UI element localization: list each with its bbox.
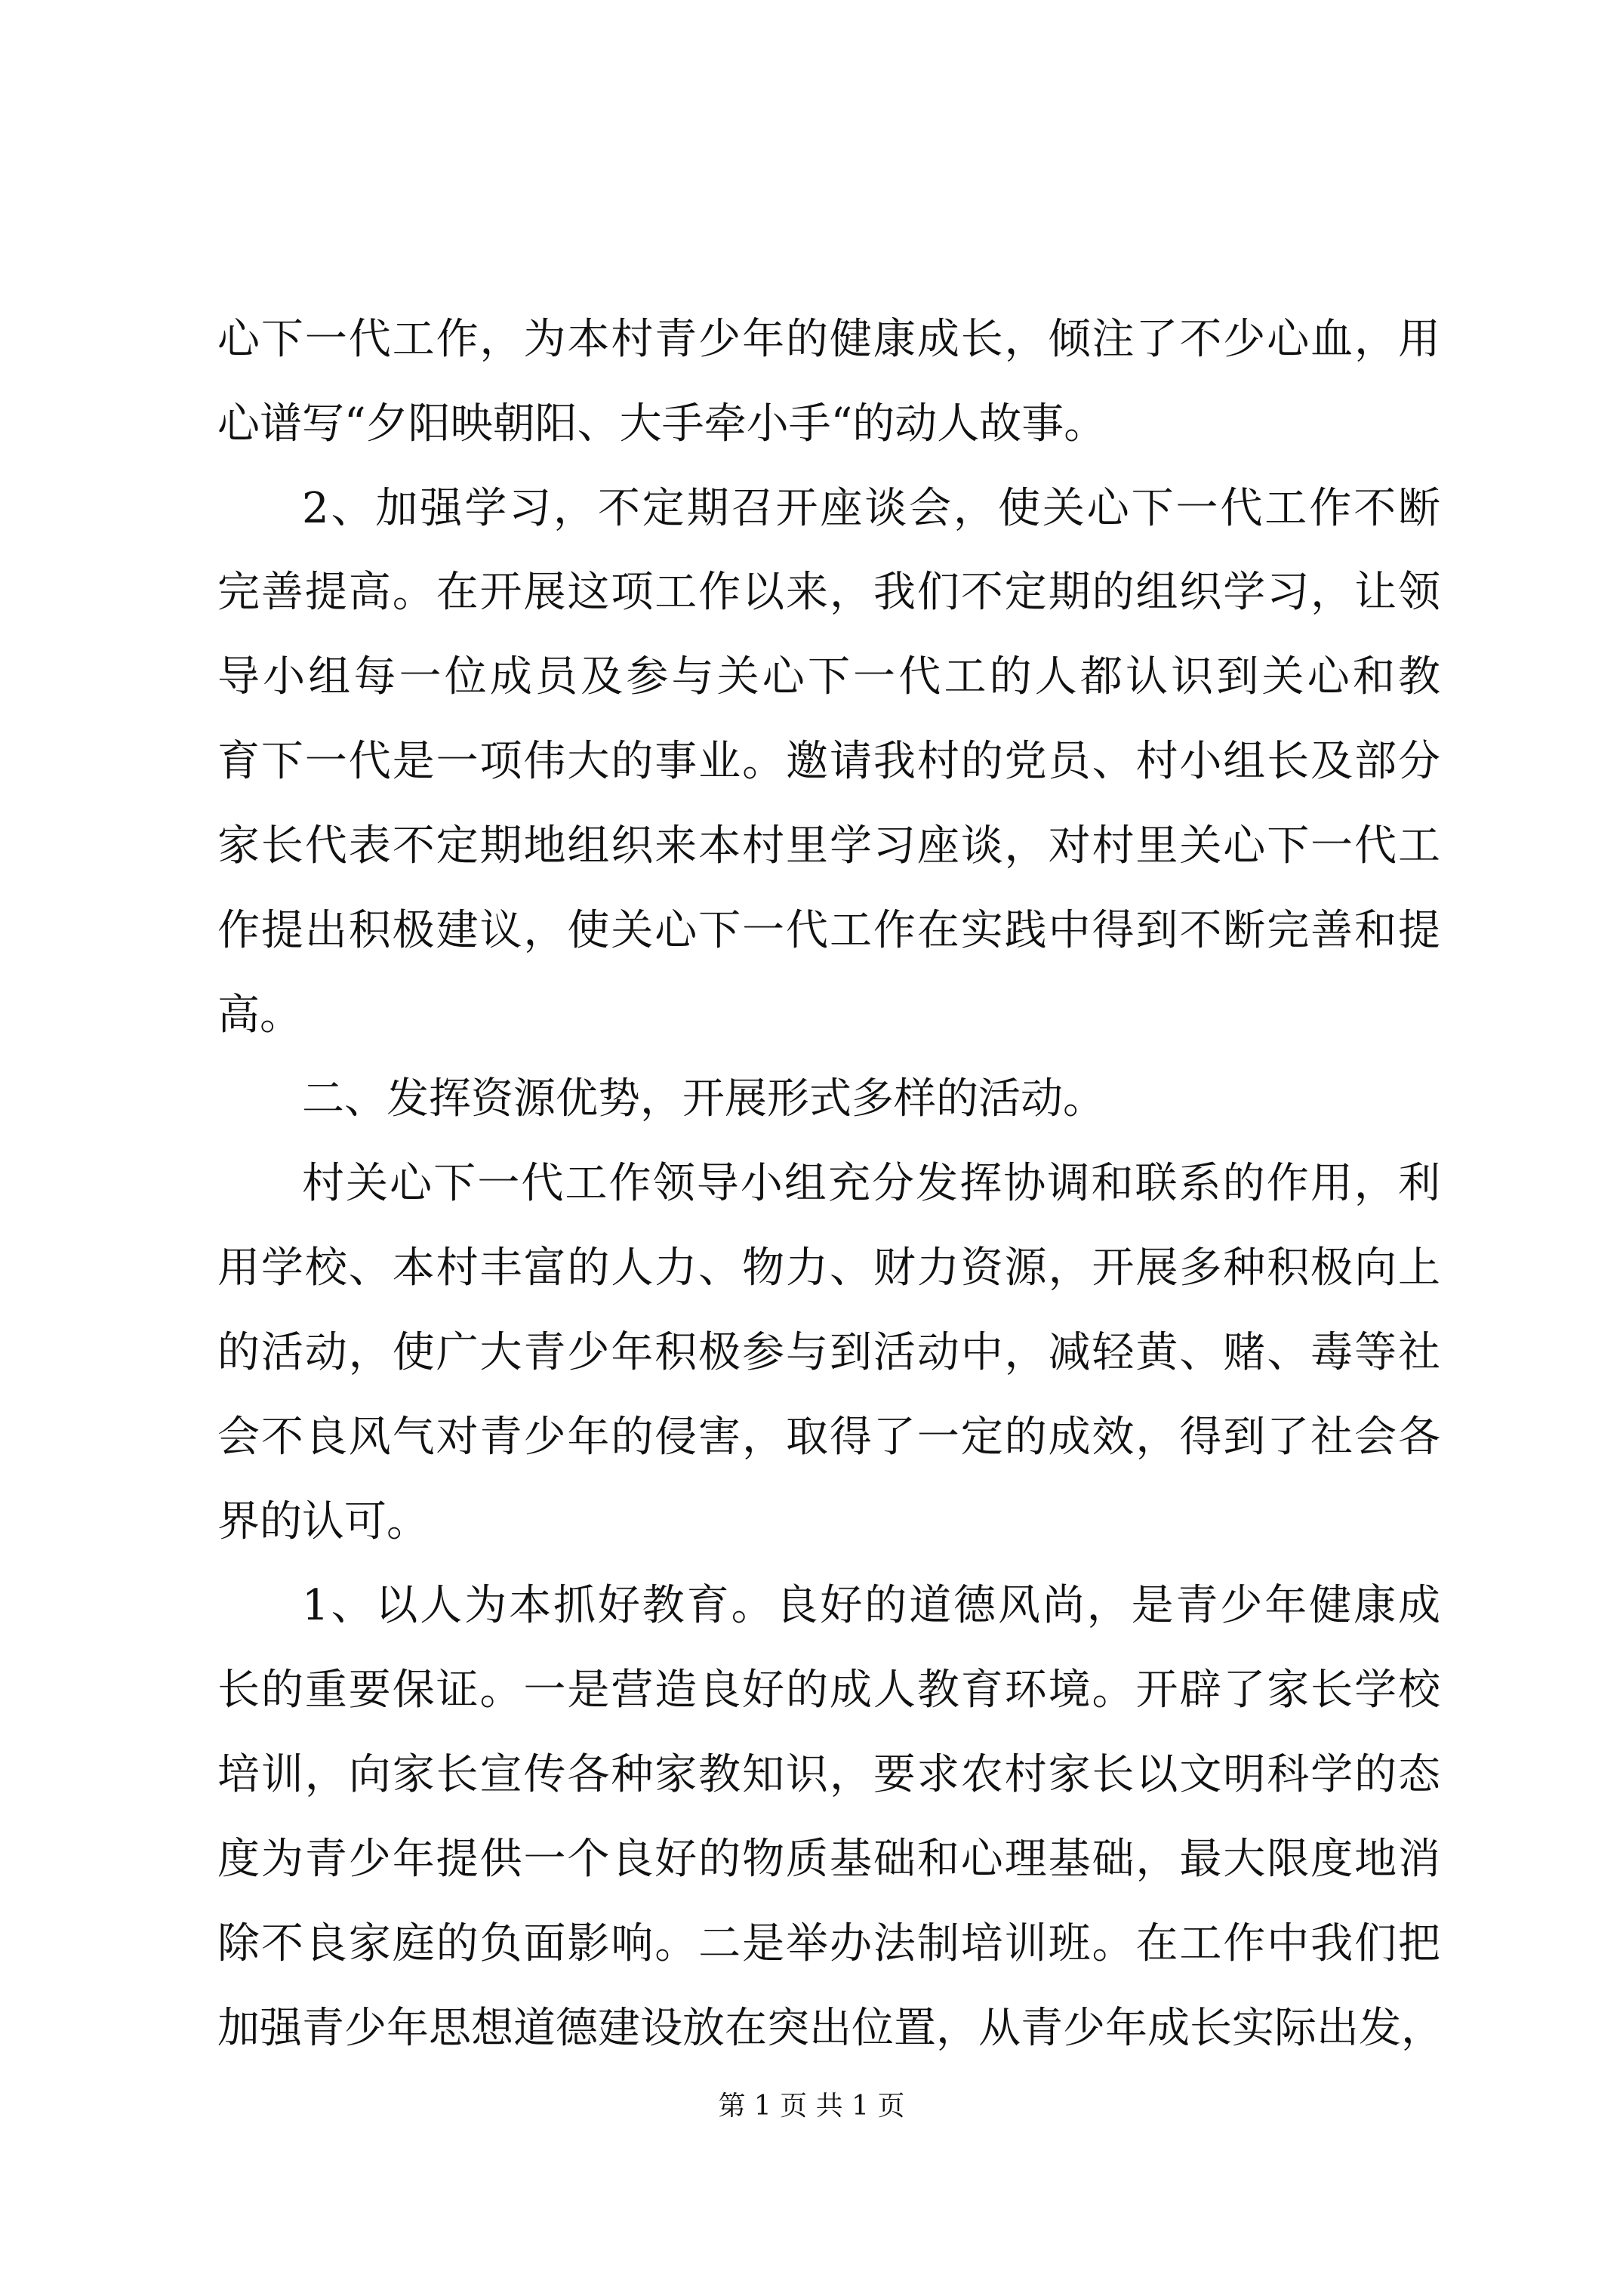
text-line: 除不良家庭的负面影响。二是举办法制培训班。在工作中我们把 (217, 1919, 1440, 1968)
text-line: 会不良风气对青少年的侵害，取得了一定的成效，得到了社会各 (217, 1413, 1440, 1462)
text-line: 度为青少年提供一个良好的物质基础和心理基础，最大限度地消 (217, 1835, 1440, 1884)
text-line: 心谱写“夕阳映朝阳、大手牵小手“的动人故事。 (217, 399, 1107, 448)
text-line: 作提出积极建议，使关心下一代工作在实践中得到不断完善和提 (217, 906, 1440, 955)
text-line: 完善提高。在开展这项工作以来，我们不定期的组织学习，让领 (217, 568, 1440, 617)
text-line: 培训，向家长宣传各种家教知识，要求农村家长以文明科学的态 (217, 1750, 1440, 1799)
text-line: 家长代表不定期地组织来本村里学习座谈，对村里关心下一代工 (217, 821, 1440, 871)
text-line: 长的重要保证。一是营造良好的成人教育环境。开辟了家长学校 (217, 1666, 1440, 1715)
text-line: 1、以人为本抓好教育。良好的道德风尚，是青少年健康成 (302, 1581, 1440, 1630)
text-line: 的活动，使广大青少年积极参与到活动中，减轻黄、赌、毒等社 (217, 1328, 1440, 1377)
text-line: 高。 (217, 991, 302, 1040)
text-line: 加强青少年思想道德建设放在突出位置，从青少年成长实际出发， (217, 2004, 1443, 2053)
text-line: 心下一代工作，为本村青少年的健康成长，倾注了不少心血，用 (217, 315, 1440, 364)
text-line: 2、加强学习，不定期召开座谈会，使关心下一代工作不断 (302, 484, 1440, 533)
text-line: 村关心下一代工作领导小组充分发挥协调和联系的作用，利 (302, 1159, 1440, 1208)
text-line: 界的认可。 (217, 1497, 429, 1546)
text-line: 导小组每一位成员及参与关心下一代工的人都认识到关心和教 (217, 652, 1440, 701)
page-footer: 第 1 页 共 1 页 (718, 2091, 905, 2122)
section-heading: 二、发挥资源优势，开展形式多样的活动。 (302, 1074, 1105, 1123)
text-line: 育下一代是一项伟大的事业。邀请我村的党员、村小组长及部分 (217, 737, 1440, 786)
text-line: 用学校、本村丰富的人力、物力、财力资源，开展多种积极向上 (217, 1244, 1440, 1293)
